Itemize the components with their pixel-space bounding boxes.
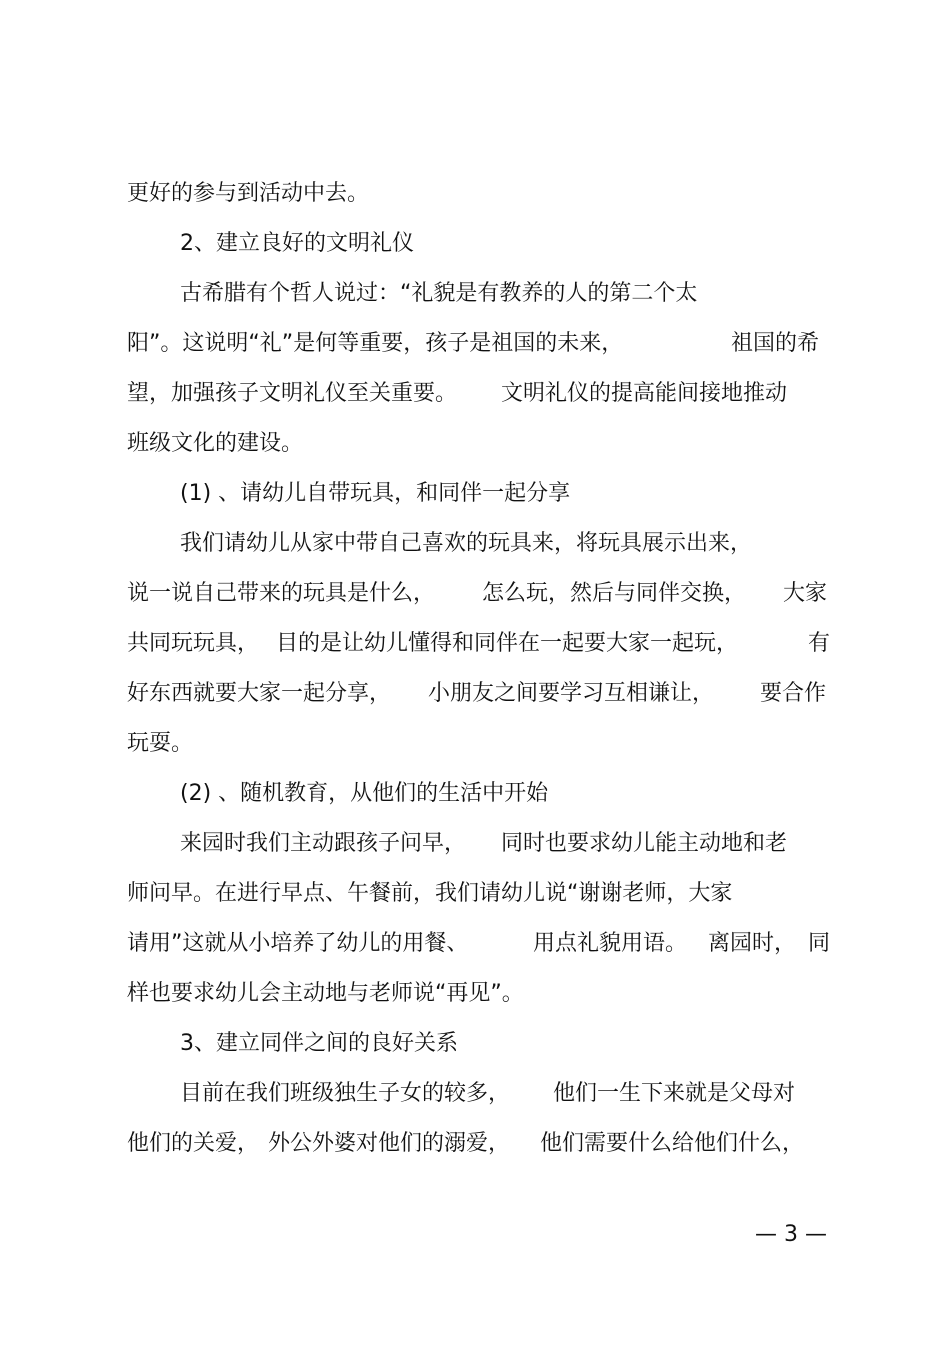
body-text-line	[0, 624, 950, 664]
text-segment: 祖国的希	[731, 331, 820, 356]
text-segment: 样也要求幼儿会主动地与老师说“再见”。	[127, 981, 524, 1006]
body-text-line	[0, 974, 950, 1014]
body-text-line	[0, 374, 950, 414]
text-segment: 说一说自己带来的玩具是什么，	[127, 581, 436, 606]
section-heading	[0, 1024, 950, 1064]
text-segment: 用点礼貌用语。	[533, 931, 688, 956]
body-text-line	[0, 924, 950, 964]
heading-text: 3、建立同伴之间的良好关系	[180, 1031, 458, 1056]
body-text-line	[0, 874, 950, 914]
heading-text: (2) 、随机教育，从他们的生活中开始	[180, 781, 549, 806]
text-segment: 目的是让幼儿懂得和同伴在一起要大家一起玩，	[276, 631, 739, 656]
text-segment: 望，加强孩子文明礼仪至关重要。	[127, 381, 458, 406]
text-segment: 班级文化的建设。	[127, 431, 304, 456]
text-segment: 他们一生下来就是父母对	[553, 1081, 796, 1106]
body-text-line	[0, 524, 950, 564]
text-segment: 古希腊有个哲人说过：“礼貌是有教养的人的第二个太	[180, 281, 698, 306]
text-segment: 请用”这就从小培养了幼儿的用餐、	[127, 931, 469, 956]
body-text-line	[0, 824, 950, 864]
text-segment: 怎么玩，然后与同伴交换，	[482, 581, 747, 606]
text-segment: 我们请幼儿从家中带自己喜欢的玩具来，将玩具展示出来，	[180, 531, 753, 556]
subsection-heading	[0, 774, 950, 814]
page-number: — 3 —	[755, 1222, 827, 1247]
heading-text: 2、建立良好的文明礼仪	[180, 231, 414, 256]
text-segment: 阳”。这说明“礼”是何等重要，孩子是祖国的未来，	[127, 331, 624, 356]
text-segment: 目前在我们班级独生子女的较多，	[180, 1081, 511, 1106]
body-text-line	[0, 724, 950, 764]
text-segment: 大家	[783, 581, 828, 606]
text-segment: 外公外婆对他们的溺爱，	[268, 1131, 511, 1156]
text-segment: 来园时我们主动跟孩子问早，	[180, 831, 467, 856]
body-text-line	[0, 174, 950, 214]
body-text-line	[0, 274, 950, 314]
text-segment: 共同玩玩具，	[127, 631, 260, 656]
heading-text: (1) 、请幼儿自带玩具，和同伴一起分享	[180, 481, 571, 506]
body-text-line	[0, 674, 950, 714]
text-segment: 要合作	[760, 681, 827, 706]
text-segment: 他们需要什么给他们什么，	[540, 1131, 805, 1156]
body-text-line	[0, 324, 950, 364]
text-segment: 他们的关爱，	[127, 1131, 260, 1156]
text-segment: 同	[808, 931, 831, 956]
body-text-line	[0, 1074, 950, 1114]
text-segment: 玩耍。	[127, 731, 194, 756]
text-segment: 更好的参与到活动中去。	[127, 181, 370, 206]
text-segment: 师问早。在进行早点、午餐前，我们请幼儿说“谢谢老师，大家	[127, 881, 733, 906]
text-segment: 文明礼仪的提高能间接地推动	[501, 381, 788, 406]
text-segment: 同时也要求幼儿能主动地和老	[501, 831, 788, 856]
text-segment: 好东西就要大家一起分享，	[127, 681, 392, 706]
body-text-line	[0, 424, 950, 464]
text-segment: 有	[808, 631, 831, 656]
text-segment: 小朋友之间要学习互相谦让，	[428, 681, 715, 706]
section-heading	[0, 224, 950, 264]
body-text-line	[0, 574, 950, 614]
subsection-heading	[0, 474, 950, 514]
body-text-line	[0, 1124, 950, 1164]
text-segment: 离园时，	[708, 931, 797, 956]
